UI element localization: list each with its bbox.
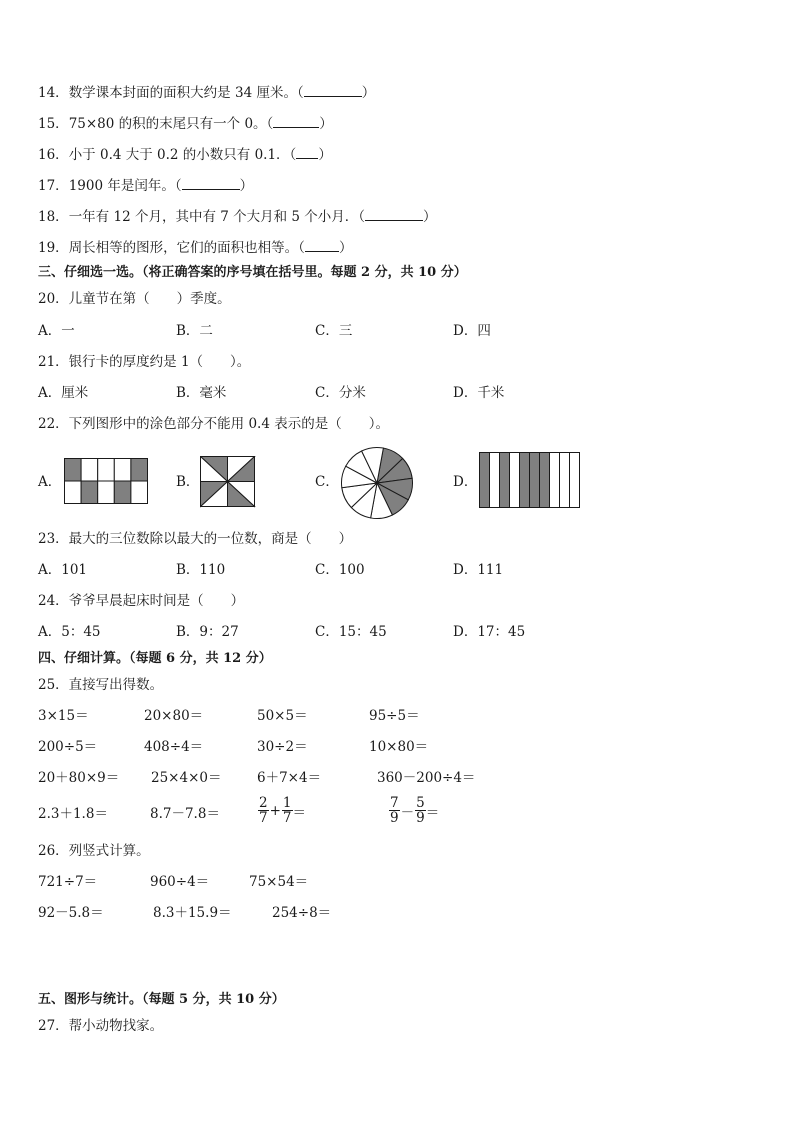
calc-item: 2.3＋1.8＝ xyxy=(38,806,108,822)
q24-option-d[interactable]: D．17：45 xyxy=(453,624,526,640)
q21-option-b[interactable]: B．毫米 xyxy=(176,385,227,401)
q22-option-d[interactable]: D． xyxy=(453,474,478,490)
q23-option-a[interactable]: A．101 xyxy=(38,562,88,578)
fraction: $\frac{7}{9}$ xyxy=(390,795,399,826)
q23-option-b[interactable]: B．110 xyxy=(176,562,226,578)
figure-b-square xyxy=(200,456,256,508)
question-15: 15．75×80 的积的末尾只有一个 0。（ ） xyxy=(38,116,333,132)
calc-item: 92－5.8＝ xyxy=(38,905,104,921)
calc-item: 20＋80×9＝ xyxy=(38,770,120,786)
question-17: 17．1900 年是闰年。（ ） xyxy=(38,178,254,194)
question-number: 16． xyxy=(38,147,69,163)
question-text: 小于 0.4 大于 0.2 的小数只有 0.1．（ xyxy=(68,147,297,163)
question-text: 周长相等的图形，它们的面积也相等。（ xyxy=(68,240,305,256)
fraction: $\frac{5}{9}$ xyxy=(416,795,425,826)
calc-item: 360－200÷4＝ xyxy=(377,770,476,786)
section-5-heading: 五、图形与统计。（每题 5 分，共 10 分） xyxy=(38,992,285,1007)
figure-d-strips xyxy=(479,452,580,509)
section-4-heading: 四、仔细计算。（每题 6 分，共 12 分） xyxy=(38,651,272,666)
answer-blank[interactable] xyxy=(182,177,240,190)
calc-item: 10×80＝ xyxy=(369,739,429,755)
calc-item: 30÷2＝ xyxy=(257,739,308,755)
calc-item: 6＋7×4＝ xyxy=(257,770,322,786)
question-number: 14． xyxy=(38,85,69,101)
question-22: 22．下列图形中的涂色部分不能用 0.4 表示的是（ ）。 xyxy=(38,416,389,432)
question-number: 15． xyxy=(38,116,69,132)
question-14: 14．数学课本封面的面积大约是 34 厘米。（ ） xyxy=(38,85,376,101)
question-text: 一年有 12 个月，其中有 7 个大月和 5 个小月．（ xyxy=(68,209,366,225)
calc-item: 75×54＝ xyxy=(249,874,309,890)
calc-item: 50×5＝ xyxy=(257,708,308,724)
answer-blank[interactable] xyxy=(365,208,423,221)
question-number: 19． xyxy=(38,240,69,256)
question-24: 24．爷爷早晨起床时间是（ ） xyxy=(38,593,245,609)
q24-option-c[interactable]: C．15：45 xyxy=(315,624,387,640)
section-3-heading: 三、仔细选一选。（将正确答案的序号填在括号里。每题 2 分，共 10 分） xyxy=(38,265,467,280)
fraction: $\frac{2}{7}$ xyxy=(259,795,268,826)
q22-option-a[interactable]: A． xyxy=(38,474,62,490)
q22-option-b[interactable]: B． xyxy=(176,474,200,490)
q21-option-a[interactable]: A．厘米 xyxy=(38,385,89,401)
question-text: 1900 年是闰年。（ xyxy=(68,178,182,194)
calc-item: 20×80＝ xyxy=(144,708,204,724)
question-27: 27．帮小动物找家。 xyxy=(38,1018,164,1034)
question-text: 数学课本封面的面积大约是 34 厘米。（ xyxy=(68,85,304,101)
calc-item: 200÷5＝ xyxy=(38,739,98,755)
q24-option-a[interactable]: A．5：45 xyxy=(38,624,101,640)
q21-option-d[interactable]: D．千米 xyxy=(453,385,505,401)
calc-item: 408÷4＝ xyxy=(144,739,204,755)
calc-item: 721÷7＝ xyxy=(38,874,98,890)
question-20: 20．儿童节在第（ ）季度。 xyxy=(38,291,231,307)
figure-c-circle xyxy=(340,446,414,520)
q23-option-c[interactable]: C．100 xyxy=(315,562,365,578)
q20-option-a[interactable]: A．一 xyxy=(38,323,75,339)
fraction: $\frac{1}{7}$ xyxy=(282,795,292,826)
q23-option-d[interactable]: D．111 xyxy=(453,562,504,578)
q24-option-b[interactable]: B．9：27 xyxy=(176,624,239,640)
question-25: 25．直接写出得数。 xyxy=(38,677,164,693)
question-18: 18．一年有 12 个月，其中有 7 个大月和 5 个小月．（ ） xyxy=(38,209,437,225)
question-26: 26．列竖式计算。 xyxy=(38,843,150,859)
calc-item: 8.3＋15.9＝ xyxy=(153,905,232,921)
calc-item: 3×15＝ xyxy=(38,708,89,724)
answer-blank[interactable] xyxy=(304,84,362,97)
q21-option-c[interactable]: C．分米 xyxy=(315,385,366,401)
q22-option-c[interactable]: C． xyxy=(315,474,339,490)
fraction-expression: $\frac{7}{9}$ － $\frac{5}{9}$ ＝ xyxy=(390,795,440,826)
answer-blank[interactable] xyxy=(273,115,319,128)
calc-item: 254÷8＝ xyxy=(272,905,332,921)
question-21: 21．银行卡的厚度约是 1（ ）。 xyxy=(38,354,251,370)
question-text: 75×80 的积的末尾只有一个 0。（ xyxy=(68,116,274,132)
question-19: 19．周长相等的图形，它们的面积也相等。（ ） xyxy=(38,240,353,256)
calc-item: 8.7－7.8＝ xyxy=(150,806,220,822)
calc-item: 25×4×0＝ xyxy=(151,770,222,786)
q20-option-c[interactable]: C．三 xyxy=(315,323,353,339)
figure-a-grid xyxy=(64,458,148,504)
q20-option-d[interactable]: D．四 xyxy=(453,323,491,339)
calc-item: 960÷4＝ xyxy=(150,874,210,890)
question-16: 16．小于 0.4 大于 0.2 的小数只有 0.1．（ ） xyxy=(38,147,332,163)
fraction-expression: $\frac{2}{7}$ + $\frac{1}{7}$ ＝ xyxy=(259,795,306,826)
question-23: 23．最大的三位数除以最大的一位数，商是（ ） xyxy=(38,531,353,547)
answer-blank[interactable] xyxy=(296,146,318,159)
q20-option-b[interactable]: B．二 xyxy=(176,323,213,339)
calc-item: 95÷5＝ xyxy=(369,708,420,724)
answer-blank[interactable] xyxy=(305,239,339,252)
question-number: 17． xyxy=(38,178,69,194)
question-number: 18． xyxy=(38,209,69,225)
